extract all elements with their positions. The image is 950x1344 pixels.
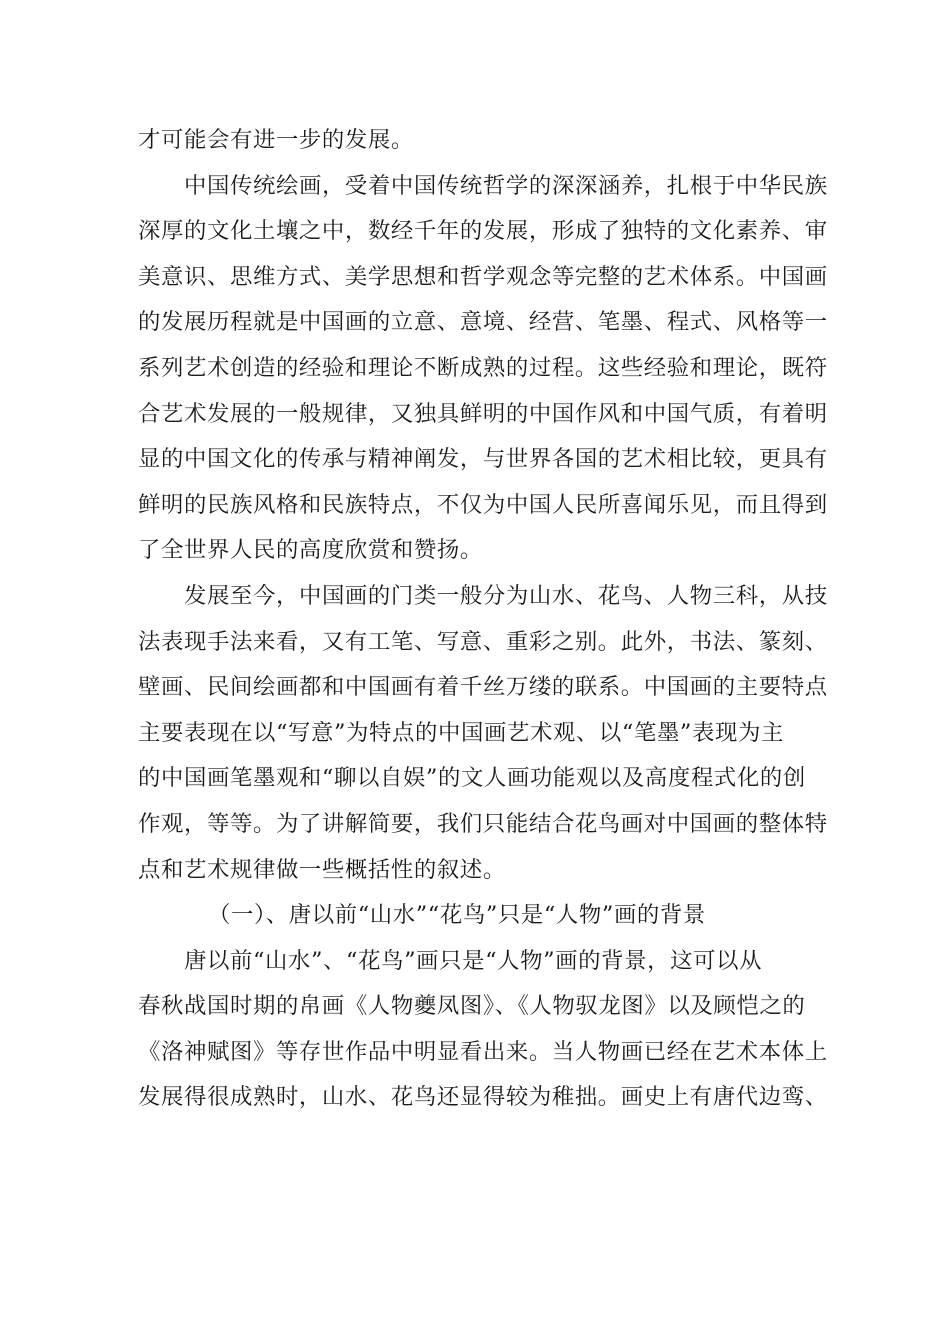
text-line: 法表现手法来看，又有工笔、写意、重彩之别。此外，书法、篆刻、	[138, 628, 828, 655]
text-line: 了全世界人民的高度欣赏和赞扬。	[138, 537, 483, 564]
text-line: 《洛神赋图》等存世作品中明显看出来。当人物画已经在艺术本体上	[138, 1038, 828, 1065]
paragraph-first-line: 唐以前“山水”、“花鸟”画只是“人物”画的背景，这可以从	[184, 947, 763, 974]
paragraph-first-line: 发展至今，中国画的门类一般分为山水、花鸟、人物三科，从技	[184, 582, 828, 609]
text-line: 壁画、民间绘画都和中国画有着千丝万缕的联系。中国画的主要特点	[138, 674, 828, 701]
text-line: 发展得很成熟时，山水、花鸟还显得较为稚拙。画史上有唐代边鸾、	[138, 1084, 828, 1111]
text-line: 系列艺术创造的经验和理论不断成熟的过程。这些经验和理论，既符	[138, 354, 828, 381]
text-line: 的发展历程就是中国画的立意、意境、经营、笔墨、程式、风格等一	[138, 309, 828, 336]
text-line: 点和艺术规律做一些概括性的叙述。	[138, 856, 506, 883]
text-line: 美意识、思维方式、美学思想和哲学观念等完整的艺术体系。中国画	[138, 263, 828, 290]
text-line: 才可能会有进一步的发展。	[138, 127, 414, 153]
text-line: 春秋战国时期的帛画《人物夔凤图》、《人物驭龙图》以及顾恺之的	[138, 993, 806, 1020]
text-line: 作观，等等。为了讲解简要，我们只能结合花鸟画对中国画的整体特	[138, 810, 828, 837]
text-line: 合艺术发展的一般规律，又独具鲜明的中国作风和中国气质，有着明	[138, 400, 828, 427]
text-line: 鲜明的民族风格和民族特点，不仅为中国人民所喜闻乐见，而且得到	[138, 491, 828, 518]
text-line: 深厚的文化土壤之中，数经千年的发展，形成了独特的文化素养、审	[138, 218, 828, 245]
document-body	[138, 118, 828, 1121]
text-line: 主要表现在以“写意”为特点的中国画艺术观、以“笔墨”表现为主	[138, 719, 784, 746]
text-line: 显的中国文化的传承与精神阐发，与世界各国的艺术相比较，更具有	[138, 446, 828, 473]
section-heading: （一）、唐以前“山水”“花鸟”只是“人物”画的背景	[208, 902, 706, 929]
paragraph-first-line: 中国传统绘画，受着中国传统哲学的深深涵养，扎根于中华民族	[184, 172, 828, 199]
text-line: 的中国画笔墨观和“聊以自娱”的文人画功能观以及高度程式化的创	[138, 765, 806, 792]
